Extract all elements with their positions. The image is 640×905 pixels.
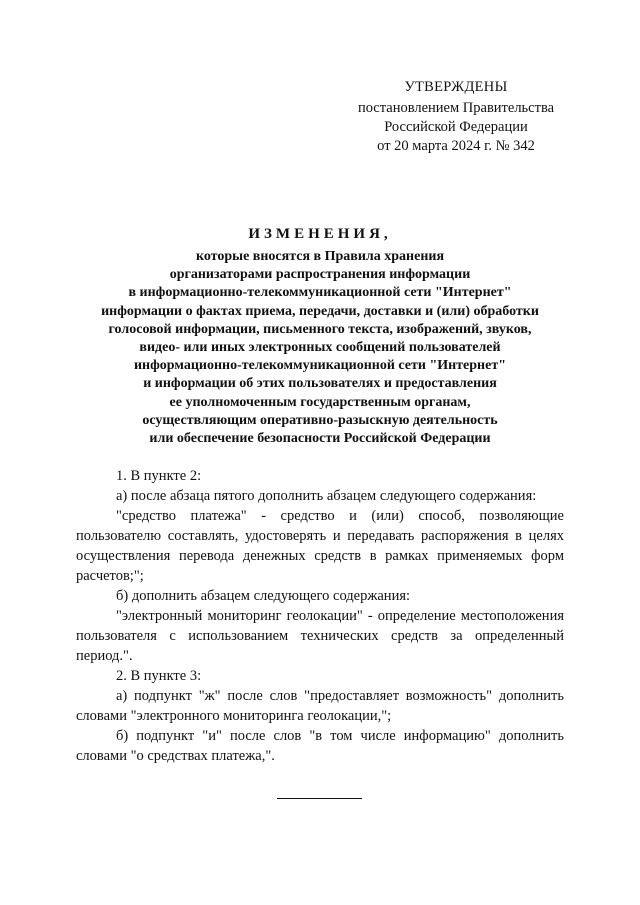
clause-heading: 1. В пункте 2: xyxy=(116,468,202,484)
subtitle-line: голосовой информации, письменного текста, изображений, звуков, xyxy=(108,321,532,337)
clause-heading: 2. В пункте 3: xyxy=(116,668,202,684)
subclause-paragraph: б) дополнить абзацем следующего содержания: xyxy=(116,588,411,604)
subtitle-line: которые вносятся в Правила хранения xyxy=(195,249,445,264)
document-body xyxy=(76,466,564,766)
subtitle-line: информационно-телекоммуникационной сети "Интернет" xyxy=(133,358,506,374)
subtitle-line: видео- или иных электронных сообщений пользователей xyxy=(139,340,501,356)
document-title: ИЗМЕНЕНИЯ, xyxy=(248,226,392,242)
document-subtitle xyxy=(70,248,570,448)
subtitle-line: информации о фактах приема, передачи, доставки и (или) обработки xyxy=(101,303,539,319)
approval-stamp-title: УТВЕРЖДЕНЫ xyxy=(404,79,508,95)
subclause-paragraph: а) после абзаца пятого дополнить абзацем следующего содержания: xyxy=(116,488,537,504)
subclause-paragraph: б) подпункт "и" после слов "в том числе информацию" дополнить словами "о средствах платежа,". xyxy=(76,728,564,764)
subtitle-line: и информации об этих пользователях и предоставления xyxy=(143,376,497,392)
subtitle-line: ее уполномоченным государственным органам, xyxy=(169,394,471,410)
subclause-paragraph: а) подпункт "ж" после слов "предоставляет возможность" дополнить словами "электронного мониторинга геолокации,"; xyxy=(76,688,564,724)
approval-block xyxy=(340,78,572,156)
subtitle-line: осуществляющим оперативно-разыскную деятельность xyxy=(142,412,498,428)
approval-line: Российской Федерации xyxy=(384,119,528,135)
subtitle-line: или обеспечение безопасности Российской Федерации xyxy=(149,431,491,447)
approval-line: от 20 марта 2024 г. № 342 xyxy=(377,138,535,154)
closing-divider xyxy=(277,798,362,799)
quoted-definition-paragraph: "средство платежа" - средство и (или) способ, позволяющие пользователю составлять, удостоверять и передавать распоряжения в целях осуществления перевода денежных средств в рамках применяемых форм расчетов;"; xyxy=(76,508,564,584)
subtitle-line: организаторами распространения информации xyxy=(169,267,471,283)
quoted-definition-paragraph: "электронный мониторинг геолокации" - определение местоположения пользователя с использованием технических средств за определенный период.". xyxy=(76,608,564,664)
subtitle-line: в информационно-телекоммуникационной сети "Интернет" xyxy=(128,285,512,301)
approval-line: постановлением Правительства xyxy=(357,100,555,116)
